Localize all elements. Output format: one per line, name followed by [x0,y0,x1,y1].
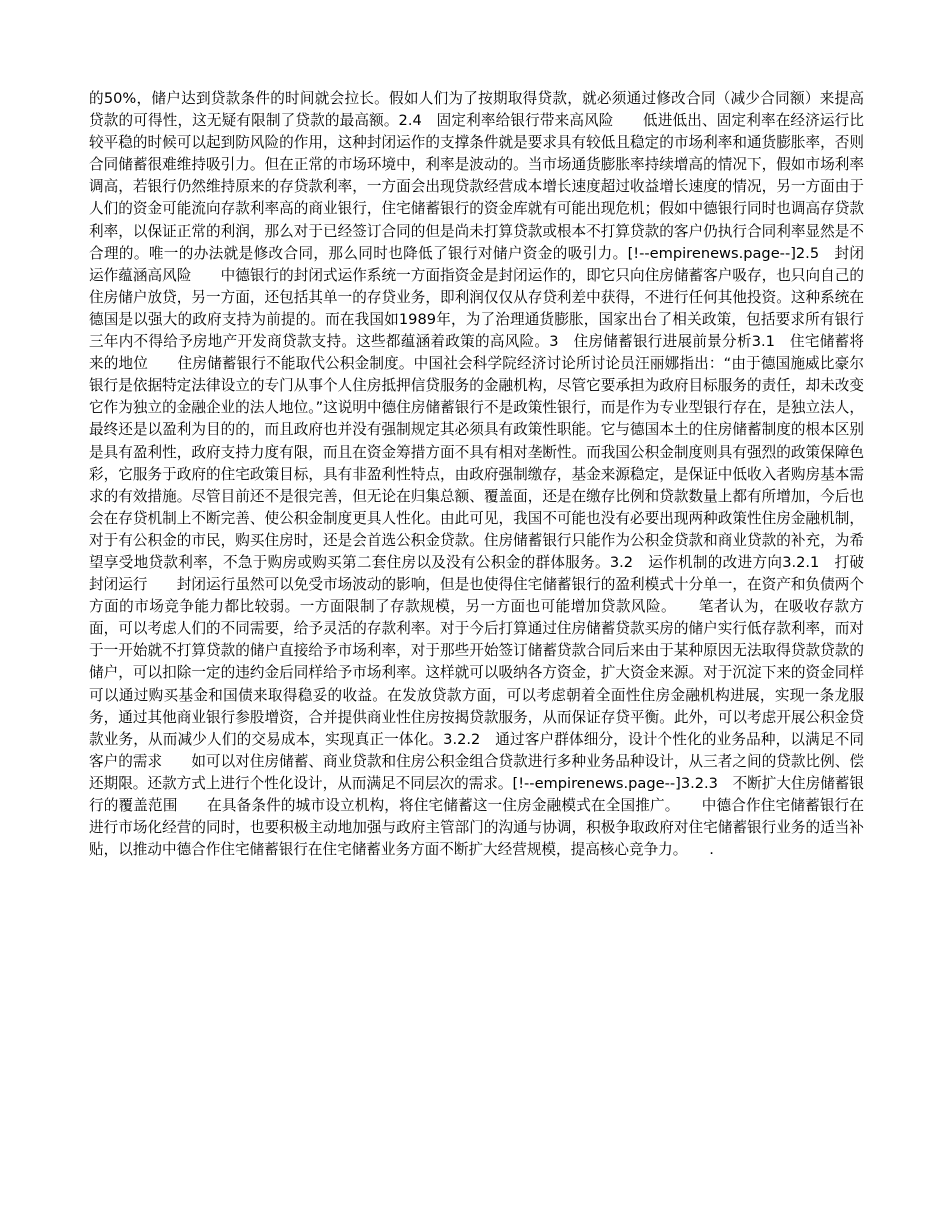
body-paragraph: 的50%，储户达到贷款条件的时间就会拉长。假如人们为了按期取得贷款，就必须通过修改合同（减少合同额）来提高贷款的可得性，这无疑有限制了贷款的最高额。2.4 固定利率给银行带来高风险 低进低出、固定利率在经济运行比较平稳的时候可以起到防风险的作用，这种封闭运作的支撑条件就是要求具有较低且稳定的市场利率和通货膨胀率，否则合同储蓄很难维持吸引力。但在正常的市场环境中，利率是波动的。当市场通货膨胀率持续增高的情况下，假如市场利率调高，若银行仍然维持原来的存贷款利率，一方面会出现贷款经营成本增长速度超过收益增长速度的情况，另一方面由于人们的资金可能流向存款利率高的商业银行，住宅储蓄银行的资金库就有可能出现危机；假如中德银行同时也调高存贷款利率，以保证正常的利润，那么对于已经签订合同的但是尚未打算贷款或根本不打算贷款的客户仍执行合同利率显然是不合理的。唯一的办法就是修改合同，那么同时也降低了银行对储户资金的吸引力。[!--empirenews.page--]2.5 封闭运作蕴涵高风险 中德银行的封闭式运作系统一方面指资金是封闭运作的，即它只向住房储蓄客户吸存，也只向自己的住房储户放贷，另一方面，还包括其单一的存贷业务，即利润仅仅从存贷利差中获得，不进行任何其他投资。这种系统在德国是以强大的政府支持为前提的。而在我国如1989年，为了治理通货膨胀，国家出台了相关政策，包括要求所有银行三年内不得给予房地产开发商贷款支持。这些都蕴涵着政策的高风险。3 住房储蓄银行进展前景分析3.1 住宅储蓄将来的地位 住房储蓄银行不能取代公积金制度。中国社会科学院经济讨论所讨论员汪丽娜指出：“由于德国施威比豪尔银行是依据特定法律设立的专门从事个人住房抵押信贷服务的金融机构，尽管它要承担为政府目标服务的责任，却未改变它作为独立的金融企业的法人地位。”这说明中德住房储蓄银行不是政策性银行，而是作为专业型银行存在，是独立法人，最终还是以盈利为目的的，而且政府也并没有强制规定其必须具有政策性职能。它与德国本土的住房储蓄制度的根本区别是具有盈利性，政府支持力度有限，而且在资金筹措方面不具有相对垄断性。而我国公积金制度则具有强烈的政策保障色彩，它服务于政府的住宅政策目标，具有非盈利性特点，由政府强制缴存，基金来源稳定，是保证中低收入者购房基本需求的有效措施。尽管目前还不是很完善，但无论在归集总额、覆盖面，还是在缴存比例和贷款数量上都有所增加，今后也会在存贷机制上不断完善、使公积金制度更具人性化。由此可见，我国不可能也没有必要出现两种政策性住房金融机制，对于有公积金的市民，购买住房时，还是会首选公积金贷款。住房储蓄银行只能作为公积金贷款和商业贷款的补充，为希望享受地贷款利率，不急于购房或购买第二套住房以及没有公积金的群体服务。3.2 运作机制的改进方向3.2.1 打破封闭运行 封闭运行虽然可以免受市场波动的影响，但是也使得住宅储蓄银行的盈利模式十分单一，在资产和负债两个方面的市场竞争能力都比较弱。一方面限制了存款规模，另一方面也可能增加贷款风险。 笔者认为，在吸收存款方面，可以考虑人们的不同需要，给予灵活的存款利率。对于今后打算通过住房储蓄贷款买房的储户实行低存款利率，而对于一开始就不打算贷款的储户直接给予市场利率，对于那些开始签订储蓄贷款合同后来由于某种原因无法取得贷款贷款的储户，可以扣除一定的违约金后同样给予市场利率。这样就可以吸纳各方资金，扩大资金来源。对于沉淀下来的资金同样可以通过购买基金和国债来取得稳妥的收益。在发放贷款方面，可以考虑朝着全面性住房金融机构进展，实现一条龙服务，通过其他商业银行参股增资，合并提供商业性住房按揭贷款服务，从而保证存贷平衡。此外，可以考虑开展公积金贷款业务，从而减少人们的交易成本，实现真正一体化。3.2.2 通过客户群体细分，设计个性化的业务品种，以满足不同客户的需求 如可以对住房储蓄、商业贷款和住房公积金组合贷款进行多种业务品种设计，从三者之间的贷款比例、偿还期限。还款方式上进行个性化设计，从而满足不同层次的需求。[!--empirenews.page--]3.2.3 不断扩大住房储蓄银行的覆盖范围 在具备条件的城市设立机构，将住宅储蓄这一住房金融模式在全国推广。 中德合作住宅储蓄银行在进行市场化经营的同时，也要积极主动地加强与政府主管部门的沟通与协调，积极争取政府对住宅储蓄银行业务的适当补贴，以推动中德合作住宅储蓄银行在住宅储蓄业务方面不断扩大经营规模，提高核心竞争力。 . [89,90,864,859]
document-page [89,88,864,861]
